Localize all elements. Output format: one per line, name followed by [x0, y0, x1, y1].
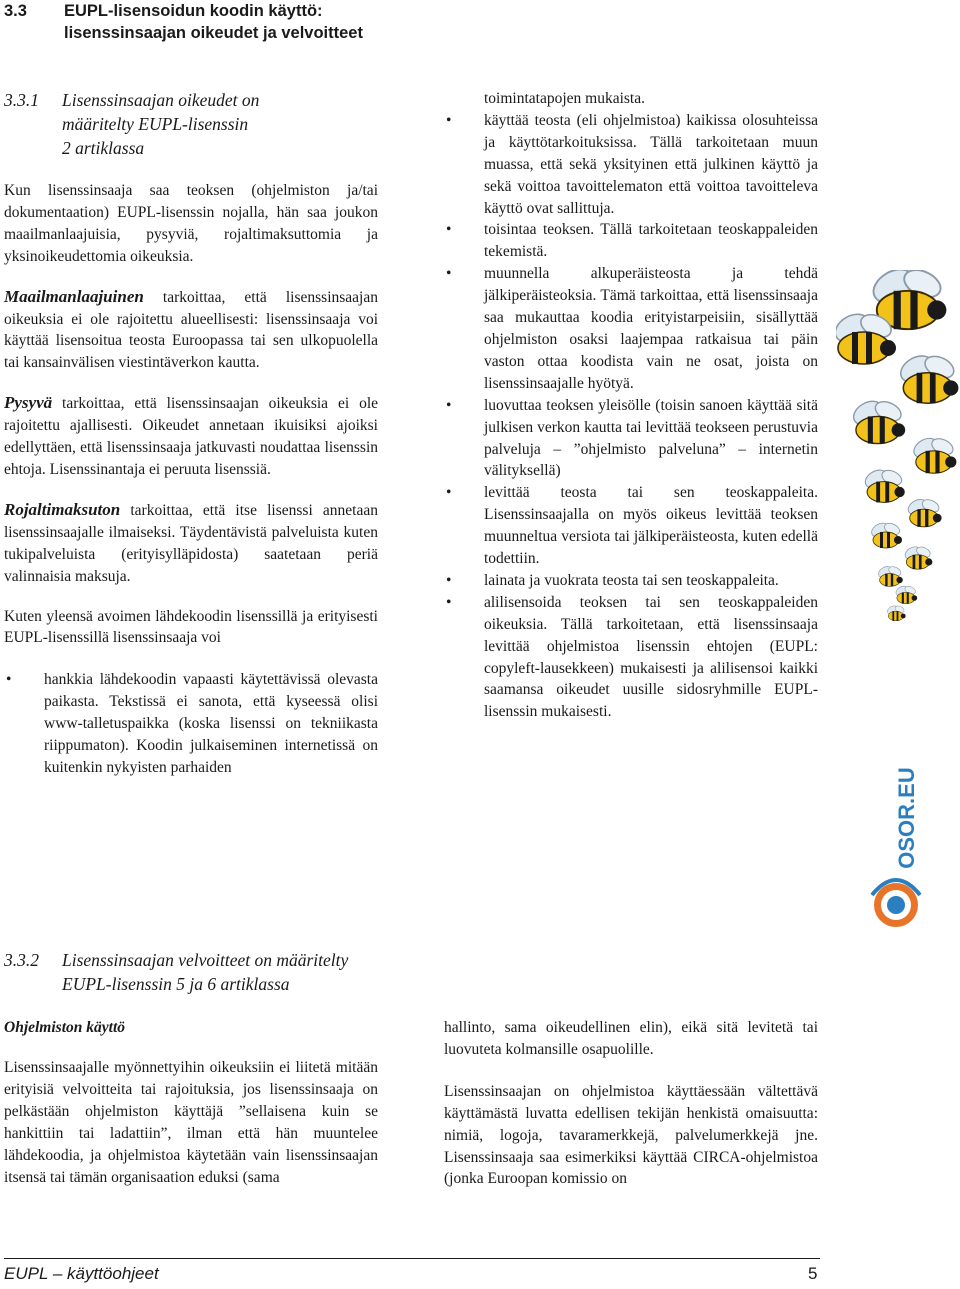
list-item [444, 592, 818, 723]
subsection-title-line1: Lisenssinsaajan oikeudet on [62, 90, 260, 110]
left-bullet-list [4, 669, 378, 779]
page-number: 5 [808, 1264, 818, 1283]
subsection-heading-1 [4, 88, 304, 158]
subsection-title-line3: 2 artiklassa [62, 138, 145, 158]
footer-divider [4, 1258, 820, 1259]
paragraph-worldwide-text: tarkoittaa, että lisenssinsaajan oikeuksia ei ole rajoitettu alueellisesti: lisenssinsaaja voi käyttää lisensoitua teosta Euroopassa tai sen ulkopuolella tai kansainvälisen viestintäverkon kautta. [4, 288, 378, 372]
subsection-title-line2: määritelty EUPL-lisenssin [62, 114, 249, 134]
bullet-icon: • [446, 265, 452, 283]
bee-icon [903, 544, 933, 569]
osor-logo [862, 755, 952, 935]
list-item [4, 669, 378, 779]
list-item-text: hankkia lähdekoodin vapaasti käytettävissä olevasta paikasta. Tekstissä ei sanota, että kyseessä olisi www-talletuspaikka (koska lisenssi on tekniikasta riippumaton). Koodin julkaiseminen internetissä on kuitenkin nykyisten parhaiden [44, 671, 378, 776]
list-item [444, 263, 818, 394]
bee-icon [894, 584, 917, 603]
paragraph-rights-intro: Kuten yleensä avoimen lähdekoodin lisenssillä ja erityisesti EUPL-lisenssillä lisenssinsaaja voi [4, 607, 378, 647]
bee-icon [906, 496, 942, 526]
list-item-text: lainata ja vuokrata teosta tai sen teoskappaleita. [484, 571, 779, 589]
list-item-text: luovuttaa teoksen yleisölle (toisin sanoen käyttää sitä julkisen verkon kautta tai levittää teokseen perustuvia palveluja – ”ohjelmisto palveluna” – internetin välityksellä) [484, 396, 818, 480]
bee-icon [877, 564, 903, 586]
paragraph-software-use: Lisenssinsaajalle myönnettyihin oikeuksiin ei liitetä mitään erityisiä velvoitteita tai rajoituksia, jos lisenssinsaaja on pelkästään ohjelmiston käyttäjä ”sellaisena kuin se hankittiin tai ladattiin”, ilman että hän muuntelee lähdekoodia, ja ohjelmistoa käytetään vain lisenssinsaajan itsensä tai tämän organisaation eduksi (sama [4, 1059, 378, 1186]
left-column [4, 180, 378, 779]
list-item-text: muunnella alkuperäisteosta ja tehdä jälkiperäisteoksia. Tämä tarkoittaa, että lisenssinsaaja saa mukauttaa koodia erityistarpeisiin, sisällyttää ohjelmiston osaksi laajempaa ratkaisua tai päin vaston ottaa koodista vain ne osat, joista on lisenssinsaajalle hyötyä. [484, 265, 818, 392]
list-item [444, 219, 818, 263]
subsection-title-line1: Lisenssinsaajan velvoitteet on määritelty [62, 950, 349, 970]
heading-software-use: Ohjelmiston käyttö [4, 1019, 125, 1036]
term-perpetual: Pysyvä [4, 393, 53, 413]
paragraph-worldwide [4, 286, 378, 375]
paragraph-perpetual [4, 392, 378, 481]
subsection-number: 3.3.2 [4, 950, 39, 970]
continued-text: toimintatapojen mukaista. [484, 90, 645, 107]
right-column [444, 88, 818, 723]
list-item [444, 110, 818, 220]
bottom-left-column [4, 1017, 378, 1188]
bullet-icon: • [446, 484, 452, 502]
bee-icon [910, 434, 956, 473]
right-bullet-list [444, 110, 818, 723]
section-number: 3.3 [4, 2, 27, 20]
list-item-text: levittää teosta tai sen teoskappaleita. Lisenssinsaajalla on myös oikeus levittää teoksen muunneltua versiota tai jälkiperäisteosta, kuten edellä todettiin. [484, 484, 818, 568]
term-royalty-free: Rojaltimaksuton [4, 499, 121, 519]
list-item [444, 482, 818, 570]
subsection-number: 3.3.1 [4, 90, 39, 110]
subsection-title-line2: EUPL-lisenssin 5 ja 6 artiklassa [62, 974, 290, 994]
footer-title: EUPL – käyttöohjeet [4, 1264, 159, 1283]
list-item [444, 570, 818, 592]
bee-icon [849, 397, 905, 444]
bee-icon [862, 466, 905, 502]
list-item [444, 395, 818, 483]
osor-logo-text: OSOR.EU [894, 767, 919, 869]
section-title-line1: EUPL-lisensoidun koodin käyttö: [64, 2, 323, 20]
paragraph-ip-avoidance: Lisenssinsaajan on ohjelmistoa käyttäessään vältettävä käyttämästä luvatta edellisen tekijän henkistä omaisuutta: nimiä, logoja, tavaramerkkejä, palvelumerkkejä jne. Lisenssinsaaja saa esimerkiksi käyttää CIRCA-ohjelmistoa (jonka Euroopan komissio on [444, 1082, 818, 1188]
bullet-icon: • [446, 571, 452, 589]
bee-icon [886, 604, 906, 621]
section-heading [4, 0, 323, 22]
bullet-icon: • [446, 593, 452, 611]
list-item-text: käyttää teosta (eli ohjelmistoa) kaikissa olosuhteissa ja käyttötarkoituksissa. Tällä tarkoitetaan muun muassa, että sekä yksityinen että julkinen käyttö ja sekä voittoa tavoittelematon että voittoa tavoitteleva käyttö ovat sallittuja. [484, 111, 818, 217]
bee-icon [896, 351, 958, 404]
list-item-text: toisintaa teoksen. Tällä tarkoitetaan teoskappaleiden tekemistä. [484, 221, 818, 261]
paragraph-perpetual-text: tarkoittaa, että lisenssinsaajan oikeuksia ei ole rajoitettu ajallisesti. Oikeudet annetaan ikuisiksi ajoiksi edellyttäen, että lisenssinsaaja jatkuvasti noudattaa lisenssin ehtoja. Lisenssinantaja ei peruuta lisenssiä. [4, 395, 378, 478]
bullet-icon: • [446, 111, 452, 129]
bullet-icon: • [446, 221, 452, 239]
subsection-heading-2 [4, 948, 444, 994]
bottom-right-column [444, 1017, 818, 1190]
bee-icon [869, 520, 902, 548]
bullet-icon: • [446, 396, 452, 414]
paragraph-continued: hallinto, sama oikeudellinen elin), eikä sitä levitetä tai luovuteta kolmansille osapuolille. [444, 1019, 818, 1058]
paragraph-royalty-free [4, 499, 378, 588]
intro-paragraph: Kun lisenssinsaaja saa teoksen (ohjelmiston ja/tai dokumentaation) EUPL-lisenssin nojalla, hän saa joukon maailmanlaajuisia, pysyviä, rojaltimaksuttomia ja yksinoikeudettomia oikeuksia. [4, 182, 378, 265]
list-item-text: alilisensoida teoksen tai sen teoskappaleiden oikeuksia. Tällä tarkoitetaan, että lisenssinsaaja levittää ohjelmistoa lisenssin ehtojen (EUPL: copyleft-lausekkeen) mukaisesti ja alilisensoi kaikki saamansa oikeudet uusille sidosryhmille EUPL-lisenssin mukaisesti. [484, 593, 818, 721]
term-worldwide: Maailmanlaajuinen [4, 286, 144, 306]
bullet-icon: • [6, 671, 12, 689]
paragraph-royalty-free-text: tarkoittaa, että itse lisenssi annetaan lisenssinsaajalle ilmaiseksi. Täydentävistä palveluista kuten tukipalveluista (erityisylläpidosta) saatetaan periä valinnaisia maksuja. [4, 501, 378, 585]
section-title-line2: lisenssinsaajan oikeudet ja velvoitteet [64, 24, 363, 42]
